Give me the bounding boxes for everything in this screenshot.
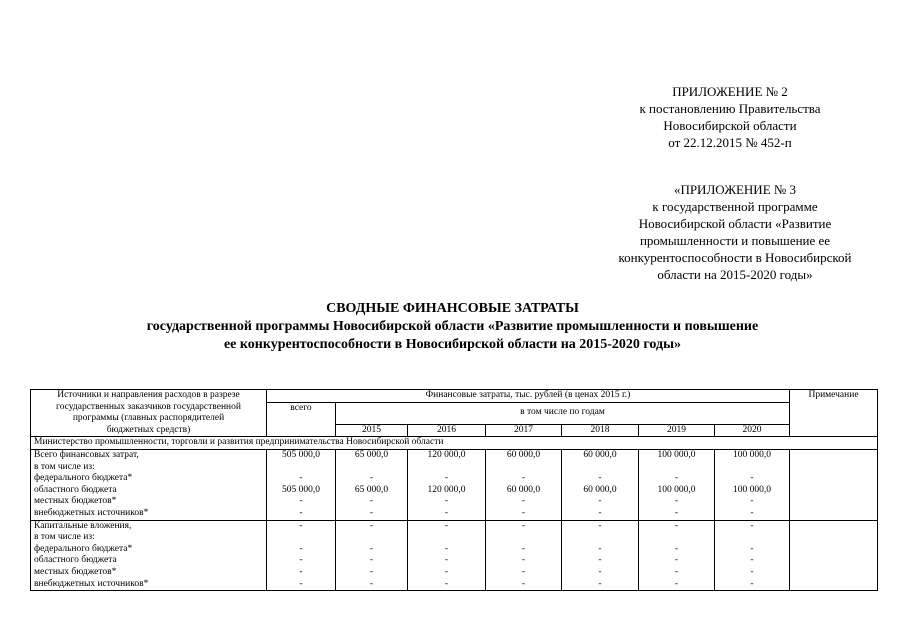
appendix-2-line: от 22.12.2015 № 452-п [668, 135, 792, 150]
value: - [444, 473, 449, 484]
value: - [750, 578, 754, 589]
appendix-2-line: к постановлению Правительства [639, 101, 821, 116]
row-label: в том числе из: [34, 532, 95, 543]
value-cell [486, 449, 562, 520]
appendix-3-line: области на 2015-2020 годы» [657, 267, 813, 282]
financial-costs-table [30, 389, 878, 591]
row-label: федерального бюджета* [34, 473, 133, 484]
value: - [674, 507, 679, 518]
value-cell [486, 520, 562, 591]
value: 120 000,0 [427, 484, 466, 495]
value-cell [336, 449, 408, 520]
value: 60 000,0 [506, 484, 541, 495]
value: - [674, 520, 679, 531]
header-line: Источники и направления расходов в разрезе [57, 390, 240, 400]
value: - [674, 496, 679, 507]
value [718, 462, 786, 474]
appendix-3-line: промышленности и повышение ее [639, 233, 831, 248]
value: - [444, 496, 449, 507]
note-header: Примечание [790, 390, 878, 437]
value: - [750, 543, 754, 554]
sources-header [31, 390, 267, 437]
value-cell [267, 520, 336, 591]
value-cell [715, 449, 790, 520]
value: - [369, 473, 374, 484]
value: - [521, 543, 526, 554]
financial-costs-header: Финансовые затраты, тыс. рублей (в ценах 2015 г.) [267, 390, 790, 403]
value-cell [715, 520, 790, 591]
value [489, 532, 558, 544]
value [565, 532, 635, 544]
value: - [444, 543, 449, 554]
value-cell [408, 520, 486, 591]
value: - [299, 520, 303, 531]
value: 100 000,0 [733, 484, 771, 495]
appendix-3-line: к государственной программе [652, 199, 818, 214]
value: - [444, 507, 449, 518]
table-row [31, 449, 878, 520]
row-labels [31, 449, 267, 520]
value: - [444, 566, 449, 577]
value [642, 462, 711, 474]
value: 65 000,0 [354, 484, 389, 495]
appendix-3-header [590, 181, 880, 283]
row-label: в том числе из: [34, 461, 95, 472]
value: - [521, 507, 526, 518]
note-cell [790, 449, 878, 520]
value: - [750, 473, 754, 484]
value-cell [562, 449, 639, 520]
value: - [598, 507, 602, 518]
note-cell [790, 520, 878, 591]
title-line: СВОДНЫЕ ФИНАНСОВЫЕ ЗАТРАТЫ [326, 301, 579, 316]
value: - [299, 543, 303, 554]
row-label: Всего финансовых затрат, [34, 449, 139, 460]
appendix-2-header [600, 83, 860, 151]
year-header: 2018 [562, 424, 639, 437]
value: - [750, 496, 754, 507]
value: - [521, 578, 526, 589]
value: - [674, 473, 679, 484]
value-cell [639, 520, 715, 591]
ministry-section-row: Министерство промышленности, торговли и развития предпринимательства Новосибирской области [31, 437, 878, 450]
appendix-2-line: ПРИЛОЖЕНИЕ № 2 [672, 84, 788, 99]
value [270, 462, 332, 474]
value: - [299, 507, 303, 518]
value: - [369, 578, 374, 589]
value: - [521, 520, 526, 531]
value [339, 462, 404, 474]
value: 65 000,0 [354, 449, 389, 460]
value-cell [408, 449, 486, 520]
row-label: областного бюджета [34, 555, 117, 566]
value: - [598, 520, 602, 531]
value-cell [562, 520, 639, 591]
value-cell [336, 520, 408, 591]
row-label: местных бюджетов* [34, 566, 117, 577]
value: 120 000,0 [427, 449, 466, 460]
title-line: ее конкурентоспособности в Новосибирской области на 2015-2020 годы» [223, 337, 682, 352]
value: - [521, 496, 526, 507]
value: 60 000,0 [583, 484, 617, 495]
value-cell [267, 449, 336, 520]
value [339, 532, 404, 544]
row-label: внебюджетных источников* [34, 507, 149, 518]
value: - [369, 496, 374, 507]
row-label: Капитальные вложения, [34, 520, 132, 531]
value: - [299, 473, 303, 484]
value: - [299, 555, 303, 566]
value: 505 000,0 [282, 449, 320, 460]
value: 60 000,0 [506, 449, 541, 460]
value [489, 462, 558, 474]
value: - [598, 473, 602, 484]
value: - [444, 555, 449, 566]
value: 60 000,0 [583, 449, 617, 460]
year-header: 2019 [639, 424, 715, 437]
value: - [444, 578, 449, 589]
value: - [598, 543, 602, 554]
value: - [299, 578, 303, 589]
value: - [750, 566, 754, 577]
header-line: бюджетных средств) [106, 424, 191, 435]
value: - [674, 578, 679, 589]
value: - [598, 555, 602, 566]
value: - [674, 555, 679, 566]
value: - [369, 555, 374, 566]
value: 505 000,0 [282, 484, 320, 495]
value: - [299, 496, 303, 507]
row-labels [31, 520, 267, 591]
year-header: 2015 [336, 424, 408, 437]
appendix-3-line: конкурентоспособности в Новосибирской [618, 250, 852, 265]
appendix-3-line: «ПРИЛОЖЕНИЕ № 3 [673, 182, 797, 197]
year-header: 2016 [408, 424, 486, 437]
value: - [598, 566, 602, 577]
value: - [598, 496, 602, 507]
row-label: внебюджетных источников* [34, 578, 149, 589]
row-label: областного бюджета [34, 484, 117, 495]
appendix-3-line: Новосибирской области «Развитие [638, 216, 832, 231]
value: 100 000,0 [733, 449, 771, 460]
value [411, 462, 482, 474]
value: - [369, 543, 374, 554]
by-year-header: в том числе по годам [336, 402, 790, 424]
year-header: 2020 [715, 424, 790, 437]
header-line: программы (главных распорядителей [72, 413, 225, 424]
row-label: федерального бюджета* [34, 543, 133, 554]
document-title [0, 300, 905, 354]
value: - [750, 520, 754, 531]
value: 100 000,0 [657, 484, 696, 495]
table-row [31, 520, 878, 591]
title-line: государственной программы Новосибирской области «Развитие промышленности и повышение [146, 319, 759, 334]
value: - [674, 566, 679, 577]
value: - [598, 578, 602, 589]
total-header: всего [267, 402, 336, 437]
value [411, 532, 482, 544]
value [270, 532, 332, 544]
header-line: государственных заказчиков государственной [56, 401, 241, 412]
value: - [674, 543, 679, 554]
value: - [299, 566, 303, 577]
value-cell [639, 449, 715, 520]
appendix-2-line: Новосибирской области [663, 118, 797, 133]
value: - [369, 566, 374, 577]
year-header: 2017 [486, 424, 562, 437]
value: - [750, 555, 754, 566]
value [718, 532, 786, 544]
value [565, 462, 635, 474]
value: - [369, 520, 374, 531]
value: 100 000,0 [657, 449, 696, 460]
value: - [750, 507, 754, 518]
value: - [521, 566, 526, 577]
value: - [369, 507, 374, 518]
value [642, 532, 711, 544]
row-label: местных бюджетов* [34, 496, 117, 507]
value: - [521, 473, 526, 484]
value: - [444, 520, 449, 531]
value: - [521, 555, 526, 566]
